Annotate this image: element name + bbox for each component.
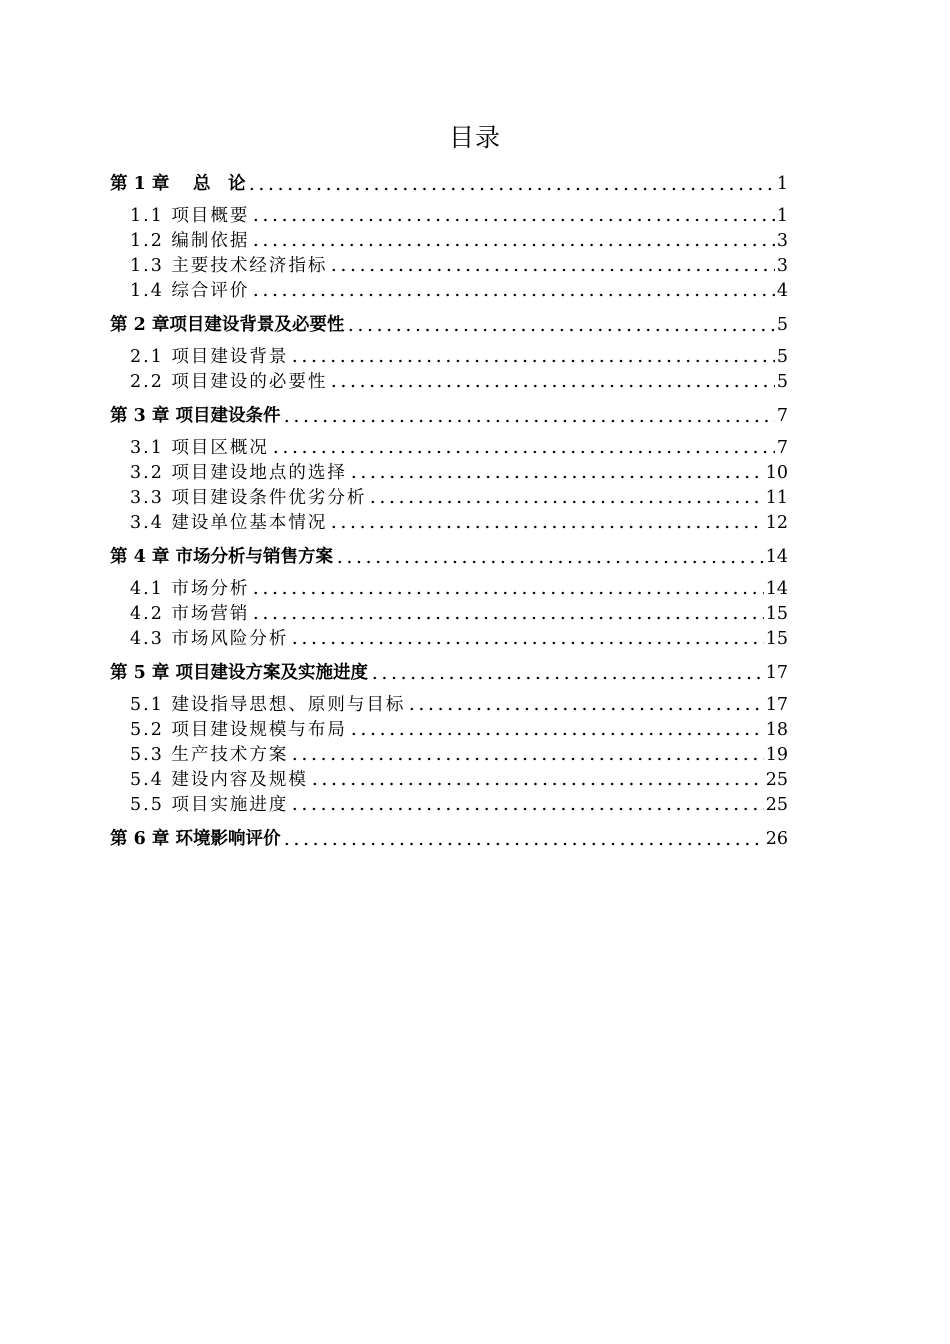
toc-entry-label: 3.1 项目区概况 xyxy=(130,438,269,458)
page-title: 目录 xyxy=(448,123,501,152)
toc-entry-page: 10 xyxy=(765,463,788,483)
toc-entry-label: 4.3 市场风险分析 xyxy=(130,629,289,649)
toc-entry[interactable] xyxy=(110,825,788,853)
toc-entry-page: 5 xyxy=(776,372,788,392)
toc-entry[interactable] xyxy=(110,768,788,793)
toc-entry[interactable] xyxy=(110,204,788,229)
toc-entry-label: 3.3 项目建设条件优劣分析 xyxy=(130,488,367,508)
leader-dots xyxy=(329,384,774,388)
table-of-contents xyxy=(110,170,788,853)
toc-entry-label: 5.5 项目实施进度 xyxy=(130,795,289,815)
toc-entry-page: 25 xyxy=(765,770,788,790)
toc-entry-label: 2.2 项目建设的必要性 xyxy=(130,372,328,392)
toc-entry[interactable] xyxy=(110,693,788,718)
toc-entry-page: 7 xyxy=(776,406,788,426)
toc-entry[interactable] xyxy=(110,311,788,339)
toc-entry-page: 15 xyxy=(765,629,788,649)
toc-entry-label: 3.4 建设单位基本情况 xyxy=(130,513,328,533)
toc-entry[interactable] xyxy=(110,577,788,602)
toc-entry-page: 1 xyxy=(776,206,788,226)
leader-dots xyxy=(251,293,774,297)
leader-dots xyxy=(271,450,775,454)
toc-entry[interactable] xyxy=(110,254,788,279)
leader-dots xyxy=(349,475,764,479)
toc-entry-page: 4 xyxy=(776,281,788,301)
toc-entry-page: 7 xyxy=(776,438,788,458)
leader-dots xyxy=(349,732,764,736)
toc-entry-page: 19 xyxy=(765,745,788,765)
leader-dots xyxy=(310,782,764,786)
toc-entry[interactable] xyxy=(110,718,788,743)
toc-entry-label: 第 2 章项目建设背景及必要性 xyxy=(110,315,345,335)
toc-entry[interactable] xyxy=(110,229,788,254)
toc-entry[interactable] xyxy=(110,602,788,627)
toc-entry-page: 5 xyxy=(776,315,788,335)
toc-entry[interactable] xyxy=(110,627,788,652)
toc-entry-label: 5.1 建设指导思想、原则与目标 xyxy=(130,695,406,715)
toc-entry-label: 4.1 市场分析 xyxy=(130,579,250,599)
leader-dots xyxy=(370,676,764,680)
toc-entry-page: 17 xyxy=(765,663,788,683)
toc-entry-label: 第 4 章 市场分析与销售方案 xyxy=(110,547,333,567)
toc-entry-page: 11 xyxy=(765,488,788,508)
toc-entry[interactable] xyxy=(110,436,788,461)
toc-entry[interactable] xyxy=(110,170,788,198)
toc-entry-label: 第 5 章 项目建设方案及实施进度 xyxy=(110,663,368,683)
toc-entry-page: 1 xyxy=(776,174,788,194)
toc-entry[interactable] xyxy=(110,370,788,395)
toc-entry-label: 第 1 章 总 论 xyxy=(110,174,246,194)
toc-entry[interactable] xyxy=(110,743,788,768)
toc-entry-label: 5.2 项目建设规模与布局 xyxy=(130,720,347,740)
leader-dots xyxy=(282,419,774,423)
toc-entry-page: 5 xyxy=(776,347,788,367)
toc-entry-label: 5.3 生产技术方案 xyxy=(130,745,289,765)
toc-entry-label: 1.4 综合评价 xyxy=(130,281,250,301)
toc-entry-label: 1.2 编制依据 xyxy=(130,231,250,251)
leader-dots xyxy=(290,807,763,811)
toc-entry[interactable] xyxy=(110,461,788,486)
toc-entry-label: 1.3 主要技术经济指标 xyxy=(130,256,328,276)
leader-dots xyxy=(290,641,763,645)
toc-entry-label: 5.4 建设内容及规模 xyxy=(130,770,308,790)
leader-dots xyxy=(329,525,763,529)
toc-entry[interactable] xyxy=(110,345,788,370)
toc-entry-page: 3 xyxy=(776,231,788,251)
toc-entry-page: 25 xyxy=(765,795,788,815)
leader-dots xyxy=(282,842,763,846)
leader-dots xyxy=(368,500,763,504)
leader-dots xyxy=(251,218,774,222)
toc-entry-page: 15 xyxy=(765,604,788,624)
leader-dots xyxy=(407,707,763,711)
leader-dots xyxy=(251,591,763,595)
toc-entry-label: 2.1 项目建设背景 xyxy=(130,347,289,367)
leader-dots xyxy=(346,328,774,332)
leader-dots xyxy=(251,616,763,620)
toc-entry[interactable] xyxy=(110,402,788,430)
toc-entry-label: 4.2 市场营销 xyxy=(130,604,250,624)
toc-entry[interactable] xyxy=(110,793,788,818)
toc-entry-label: 第 6 章 环境影响评价 xyxy=(110,829,281,849)
toc-entry-page: 14 xyxy=(765,579,788,599)
toc-entry-label: 1.1 项目概要 xyxy=(130,206,250,226)
toc-entry-page: 3 xyxy=(776,256,788,276)
leader-dots xyxy=(251,243,774,247)
toc-entry[interactable] xyxy=(110,543,788,571)
toc-entry-label: 第 3 章 项目建设条件 xyxy=(110,406,281,426)
toc-entry-label: 3.2 项目建设地点的选择 xyxy=(130,463,347,483)
toc-entry[interactable] xyxy=(110,511,788,536)
toc-entry-page: 18 xyxy=(765,720,788,740)
toc-entry-page: 14 xyxy=(765,547,788,567)
toc-entry-page: 26 xyxy=(765,829,788,849)
toc-entry-page: 12 xyxy=(765,513,788,533)
leader-dots xyxy=(290,359,774,363)
leader-dots xyxy=(290,757,763,761)
leader-dots xyxy=(247,187,774,191)
toc-entry-page: 17 xyxy=(765,695,788,715)
toc-entry[interactable] xyxy=(110,279,788,304)
leader-dots xyxy=(335,560,764,564)
toc-entry[interactable] xyxy=(110,486,788,511)
toc-entry[interactable] xyxy=(110,659,788,687)
leader-dots xyxy=(329,268,774,272)
